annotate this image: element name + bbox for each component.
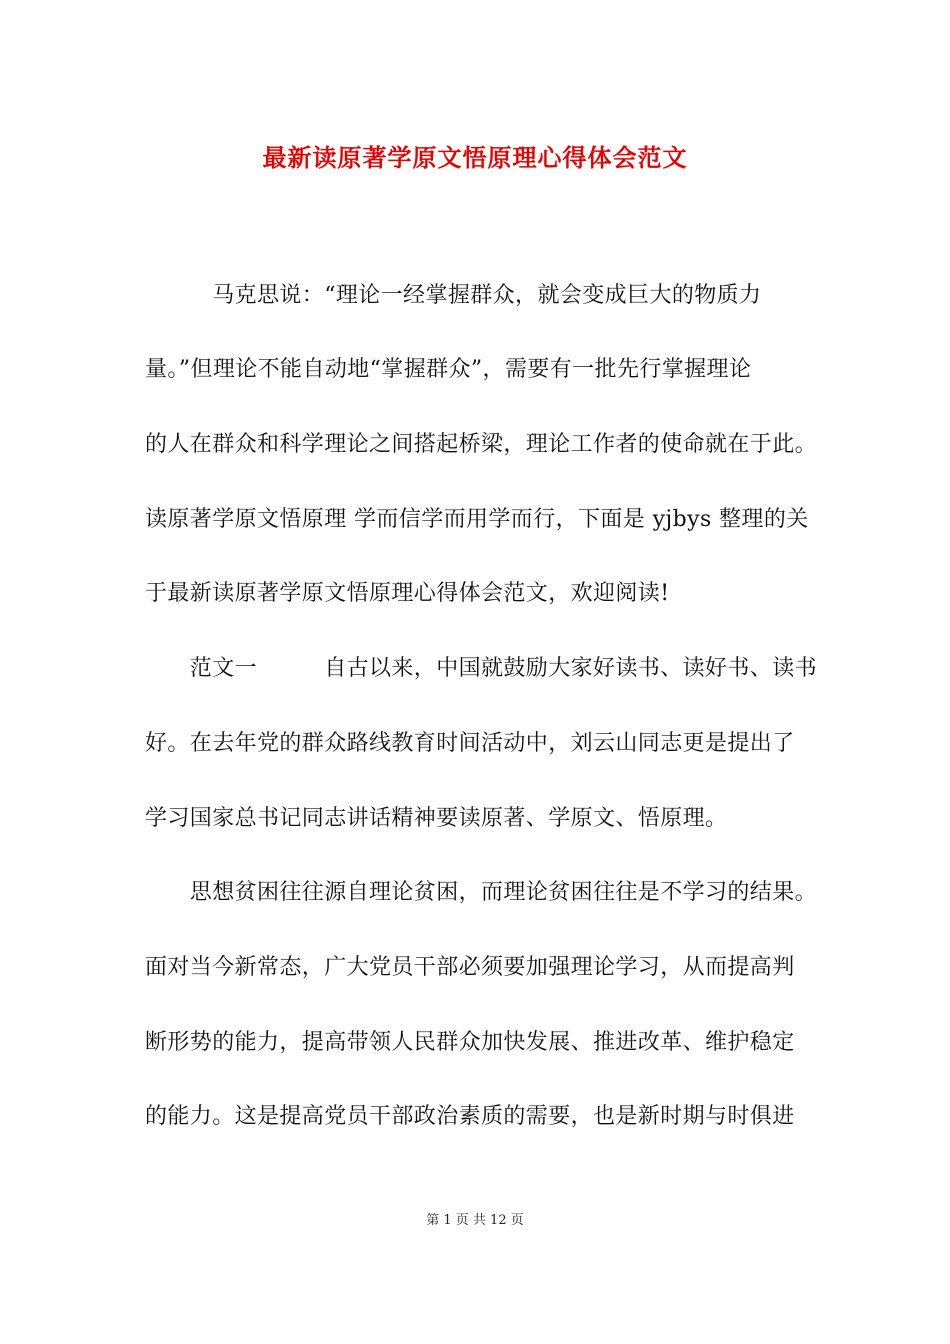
paragraph-line: 的能力。这是提高党员干部政治素质的需要，也是新时期与时俱进 <box>145 1104 795 1129</box>
paragraph-line: 思想贫困往往源自理论贫困，而理论贫困往往是不学习的结果。 <box>145 880 818 905</box>
paragraph-line: 的人在群众和科学理论之间搭起桥梁，理论工作者的使命就在于此。 <box>145 432 818 457</box>
paragraph-line: 断形势的能力，提高带领人民群众加快发展、推进改革、维护稳定 <box>145 1030 795 1055</box>
paragraph-line: 读原著学原文悟原理 学而信学而用学而行，下面是 yjbys 整理的关 <box>145 507 809 532</box>
paragraph-line: 量。”但理论不能自动地“掌握群众”，需要有一批先行掌握理论 <box>145 357 752 382</box>
paragraph-line: 于最新读原著学原文悟原理心得体会范文，欢迎阅读! <box>145 581 670 606</box>
paragraph-line: 好。在去年党的群众路线教育时间活动中，刘云山同志更是提出了 <box>145 731 795 756</box>
paragraph-line: 马克思说：“理论一经掌握群众，就会变成巨大的物质力 <box>145 283 762 308</box>
paragraph-line: 学习国家总书记同志讲话精神要读原著、学原文、悟原理。 <box>145 806 728 831</box>
paragraph-line: 面对当今新常态，广大党员干部必须要加强理论学习，从而提高判 <box>145 955 795 980</box>
page-footer: 第 1 页 共 12 页 <box>426 1213 524 1228</box>
document-title: 最新读原著学原文悟原理心得体会范文 <box>262 143 688 172</box>
paragraph-line: 范文一 自古以来，中国就鼓励大家好读书、读好书、读书 <box>145 656 818 681</box>
